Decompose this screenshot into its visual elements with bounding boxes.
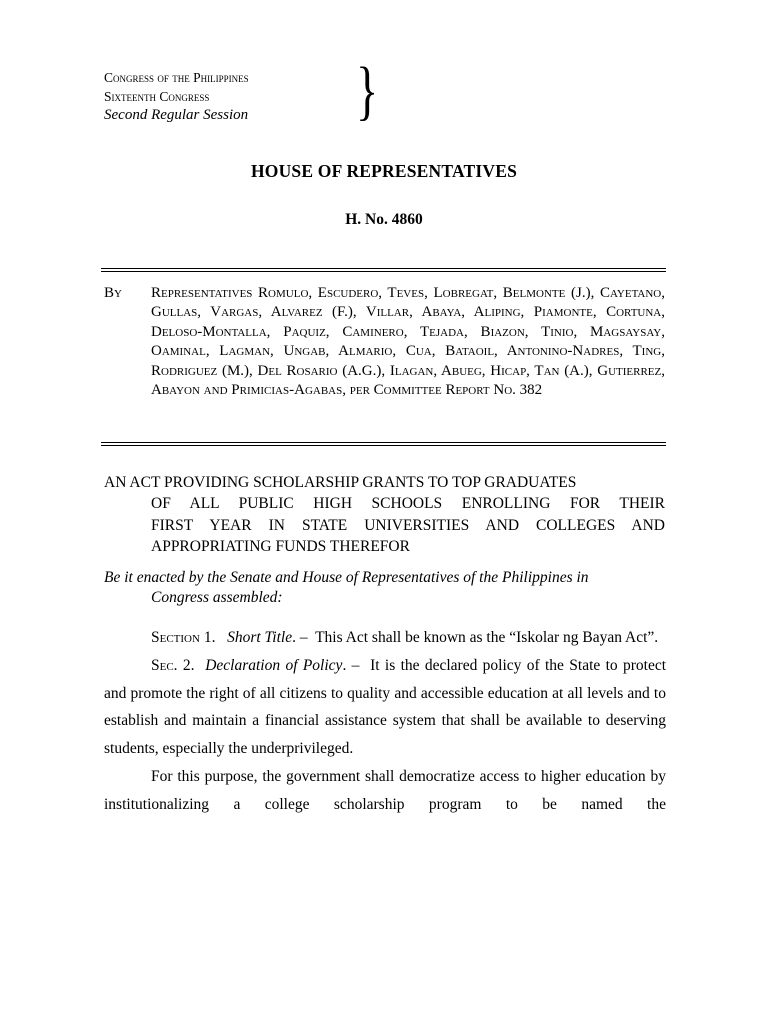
- by-label: By: [104, 285, 122, 301]
- bill-number: H. No. 4860: [345, 211, 423, 228]
- section-1: [104, 624, 666, 652]
- bill-body: [104, 624, 666, 819]
- act-title-line-1: AN ACT PROVIDING SCHOLARSHIP GRANTS TO TOP GRADUATES: [104, 474, 577, 491]
- bottom-rule-2: [101, 445, 666, 446]
- act-title-line-3: FIRST YEAR IN STATE UNIVERSITIES AND COLLEGES AND: [151, 516, 665, 534]
- section-2-dash: . –: [342, 656, 360, 674]
- congress-number: Sixteenth Congress: [104, 89, 210, 104]
- session-name: Second Regular Session: [104, 107, 249, 123]
- act-title-line-4: APPROPRIATING FUNDS THEREFOR: [151, 537, 410, 555]
- enacting-clause: [104, 568, 665, 608]
- section-2-text: It is the declared policy of the State to protect and promote the right of all citizens to quality and accessible education at all levels and to establish and maintain a financial assistance system that shall be available to deserving students, especially the underprivileged.: [104, 656, 667, 758]
- section-2-heading: Declaration of Policy: [205, 656, 343, 674]
- enacting-clause-line-1: Be it enacted by the Senate and House of Representatives of the Philippines in: [104, 569, 589, 586]
- section-1-dash: . –: [292, 629, 308, 646]
- section-1-label: Section 1.: [151, 629, 216, 646]
- enacting-clause-line-2: Congress assembled:: [151, 589, 283, 606]
- header-brace: }: [356, 54, 379, 127]
- act-title: [104, 472, 665, 557]
- paragraph-3: For this purpose, the government shall democratize access to higher education by institutionalizing a college scholarship program to be named the: [104, 767, 666, 813]
- house-title: HOUSE OF REPRESENTATIVES: [250, 161, 518, 181]
- section-1-heading: Short Title: [227, 629, 293, 646]
- act-title-line-2: OF ALL PUBLIC HIGH SCHOOLS ENROLLING FOR THEIR: [151, 495, 665, 513]
- section-2-label: Sec. 2.: [151, 656, 195, 674]
- top-rule-2: [101, 271, 666, 272]
- section-1-text: This Act shall be known as the “Iskolar ng Bayan Act”.: [315, 629, 659, 646]
- authors-list: Representatives Romulo, Escudero, Teves, Lobregat, Belmonte (J.), Cayetano, Gullas, Vargas, Alvarez (F.), Villar, Abaya, Aliping, Piamonte, Cortuna, Deloso-Montalla, Paquiz, Caminero, Tejada, Biazon, Tinio, Magsaysay, Oaminal, Lagman, Ungab, Almario, Cua, Bataoil, Antonino-Nadres, Ting, Rodriguez (M.), Del Rosario (A.G.), Ilagan, Abueg, Hicap, Tan (A.), Gutierrez, Abayon and Primicias-Agabas, per Committee Report No. 382: [151, 285, 665, 399]
- congress-name: Congress of the Philippines: [104, 70, 249, 85]
- section-2: [104, 652, 666, 763]
- top-rule-1: [101, 268, 666, 269]
- bottom-rule-1: [101, 442, 666, 443]
